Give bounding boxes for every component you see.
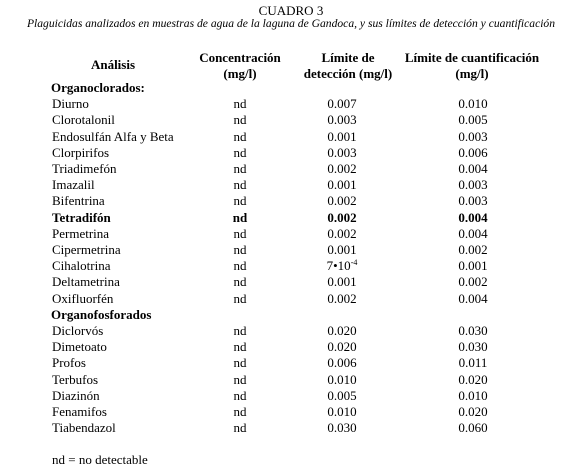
table-row	[0, 258, 582, 274]
cell-concentracion: nd	[233, 177, 247, 193]
cell-deteccion	[300, 258, 384, 274]
header-deteccion-line2: detección (mg/l)	[303, 66, 393, 81]
header-deteccion-line1: Límite de	[321, 50, 375, 65]
cell-concentracion: nd	[233, 258, 247, 274]
cell-analisis: Clorpirifos	[52, 144, 110, 160]
cell-deteccion: 0.003	[327, 144, 357, 160]
cell-deteccion: 0.030	[327, 420, 357, 436]
header-concentracion-line2: (mg/l)	[223, 66, 257, 81]
cell-cuantificacion: 0.003	[458, 193, 488, 209]
cell-cuantificacion: 0.004	[458, 161, 488, 176]
cell-deteccion: 0.006	[327, 355, 357, 371]
cell-analisis: Profos	[52, 355, 86, 371]
cell-deteccion: 0.001	[327, 177, 357, 193]
cell-analisis: Diurno	[52, 96, 89, 112]
cell-analisis: Deltametrina	[52, 274, 120, 290]
cell-concentracion: nd	[233, 161, 247, 176]
header-cuantificacion-line2: (mg/l)	[455, 66, 489, 81]
cell-concentracion: nd	[233, 420, 247, 436]
table-caption: Plaguicidas analizados en muestras de agua de la laguna de Gandoca, y sus límites de detección y cuantificación	[26, 17, 556, 30]
cell-cuantificacion: 0.030	[458, 323, 488, 338]
cell-cuantificacion: 0.006	[458, 144, 488, 160]
cell-analisis: Endosulfán Alfa y Beta	[52, 128, 174, 144]
cell-analisis: Tetradifón	[52, 209, 111, 225]
cell-cuantificacion: 0.010	[458, 96, 488, 112]
cell-concentracion: nd	[233, 274, 247, 290]
cell-analisis: Clorotalonil	[52, 112, 115, 128]
cell-cuantificacion: 0.004	[458, 209, 488, 225]
cell-analisis: Terbufos	[52, 371, 99, 387]
cell-analisis: Permetrina	[52, 225, 110, 241]
cell-analisis: Diclorvós	[52, 323, 104, 338]
cell-concentracion: nd	[233, 144, 247, 160]
cell-concentracion: nd	[233, 387, 247, 403]
cell-cuantificacion: 0.060	[458, 420, 488, 436]
cell-analisis: Cihalotrina	[52, 258, 111, 274]
cell-analisis: Diazinón	[52, 387, 100, 403]
table-row	[0, 404, 582, 420]
cell-concentracion: nd	[233, 128, 247, 144]
cell-deteccion: 0.010	[327, 371, 357, 387]
cell-analisis: Oxifluorfén	[52, 290, 114, 306]
cell-concentracion: nd	[233, 404, 247, 419]
table-row	[0, 388, 582, 404]
cell-analisis: Tiabendazol	[52, 420, 116, 436]
cell-cuantificacion: 0.004	[458, 225, 488, 241]
table-row	[0, 274, 582, 290]
cell-concentracion: nd	[233, 323, 247, 338]
group-label: Organofosforados	[51, 306, 152, 322]
table-row	[0, 161, 582, 177]
table-row	[0, 226, 582, 242]
table-row	[0, 129, 582, 145]
cell-deteccion: 0.020	[327, 323, 357, 338]
cell-cuantificacion: 0.020	[458, 371, 488, 387]
cell-concentracion: nd	[233, 96, 247, 112]
cell-deteccion: 0.002	[327, 161, 357, 176]
cell-cuantificacion: 0.003	[458, 177, 488, 193]
cell-concentracion: nd	[233, 225, 247, 241]
table-row	[0, 420, 582, 436]
cell-cuantificacion: 0.030	[458, 339, 488, 355]
header-cuantificacion-line1: Límite de cuantificación	[404, 50, 540, 65]
cell-deteccion: 0.001	[327, 128, 357, 144]
cell-deteccion: 0.005	[327, 387, 357, 403]
cell-deteccion: 0.002	[327, 290, 357, 306]
cell-analisis: Bifentrina	[52, 193, 105, 209]
cell-concentracion: nd	[233, 290, 247, 306]
cell-cuantificacion: 0.004	[458, 290, 488, 306]
cell-deteccion: 0.003	[327, 112, 357, 128]
cell-analisis: Fenamifos	[52, 404, 107, 419]
table-row	[0, 323, 582, 339]
cell-cuantificacion: 0.020	[458, 404, 488, 419]
cell-deteccion: 0.002	[327, 209, 357, 225]
header-cuantificacion	[394, 50, 550, 82]
cell-deteccion: 0.001	[327, 242, 357, 257]
footnote: nd = no detectable	[52, 452, 148, 467]
cell-cuantificacion: 0.002	[458, 274, 488, 290]
table-row	[0, 96, 582, 112]
table-row	[0, 210, 582, 226]
cell-concentracion: nd	[233, 242, 247, 257]
cell-analisis: Dimetoato	[52, 339, 107, 355]
table-row	[0, 372, 582, 388]
table-row	[0, 177, 582, 193]
table-row	[0, 339, 582, 355]
header-analisis: Análisis	[90, 57, 136, 72]
header-concentracion-line1: Concentración	[199, 50, 281, 65]
cell-concentracion: nd	[233, 371, 247, 387]
table-row	[0, 145, 582, 161]
cell-concentracion: nd	[233, 355, 247, 371]
cell-cuantificacion: 0.011	[458, 355, 488, 371]
cell-cuantificacion: 0.010	[458, 387, 488, 403]
cell-deteccion-base: 7•10	[326, 258, 351, 274]
cell-concentracion: nd	[233, 193, 247, 209]
table-row	[0, 112, 582, 128]
header-deteccion	[294, 50, 402, 82]
cell-deteccion: 0.020	[327, 339, 357, 355]
cell-cuantificacion: 0.005	[458, 112, 488, 128]
cell-cuantificacion: 0.001	[458, 258, 488, 274]
table-row	[0, 242, 582, 258]
header-concentracion	[188, 50, 292, 82]
cell-deteccion-exponent: -4	[350, 258, 358, 268]
table-row	[0, 355, 582, 371]
cell-deteccion: 0.002	[327, 225, 357, 241]
cell-deteccion: 0.010	[327, 404, 357, 419]
cell-cuantificacion: 0.002	[458, 242, 488, 257]
group-label: Organoclorados:	[51, 80, 145, 95]
cell-analisis: Triadimefón	[52, 161, 117, 176]
table-title: CUADRO 3	[258, 3, 324, 18]
cell-concentracion: nd	[233, 339, 247, 355]
table-row	[0, 193, 582, 209]
cell-concentracion: nd	[232, 209, 248, 225]
cell-analisis: Imazalil	[52, 177, 95, 193]
cell-deteccion: 0.007	[327, 96, 357, 112]
cell-analisis: Cipermetrina	[52, 242, 121, 257]
cell-concentracion: nd	[233, 112, 247, 128]
cell-deteccion: 0.002	[327, 193, 357, 209]
cell-deteccion: 0.001	[327, 274, 357, 290]
cell-cuantificacion: 0.003	[458, 128, 488, 144]
table-row	[0, 291, 582, 307]
